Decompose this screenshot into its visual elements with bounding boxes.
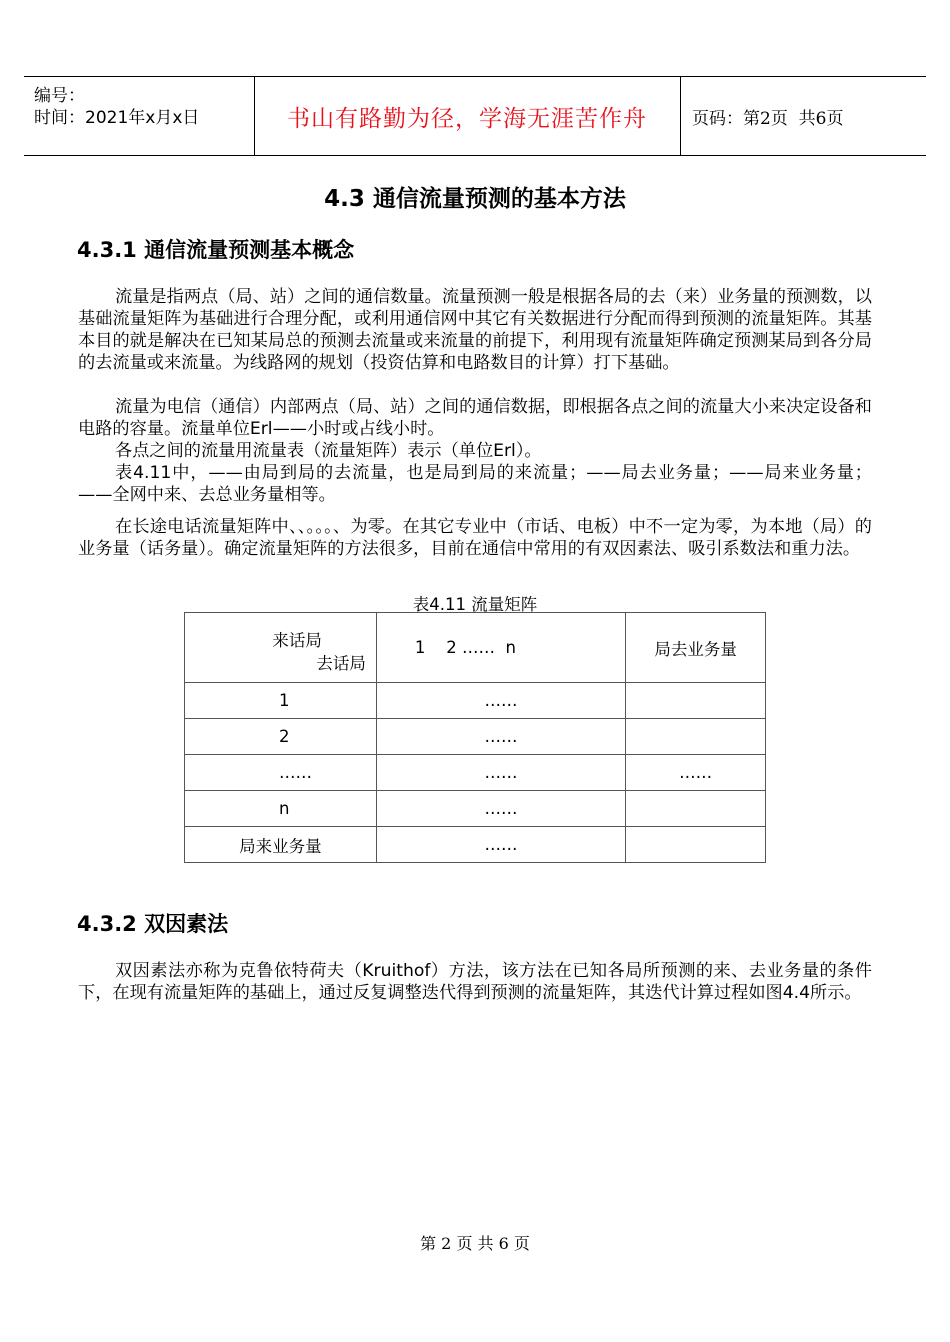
row-total-cell (626, 827, 766, 863)
row-label-cell: 局来业务量 (185, 827, 377, 863)
row-values-cell: …… (376, 791, 625, 827)
header-corner-cell (185, 613, 377, 683)
traffic-matrix-table (184, 612, 766, 863)
row-label-cell: …… (185, 755, 377, 791)
section-heading-4-3-2: 4.3.2 双因素法 (77, 912, 229, 936)
table-row (185, 791, 766, 827)
header-outgoing-total-cell: 局去业务量 (626, 613, 766, 683)
outgoing-office-label: 去话局 (316, 654, 366, 673)
paragraph: 表4.11中，——由局到局的去流量，也是局到局的来流量；——局去业务量；——局来业务量；——全网中来、去总业务量相等。 (78, 463, 872, 505)
row-total-cell (626, 719, 766, 755)
row-label-cell: 1 (185, 683, 377, 719)
page-title: 4.3 通信流量预测的基本方法 (324, 186, 626, 212)
table-row (185, 755, 766, 791)
table-row (185, 827, 766, 863)
table-header-row (185, 613, 766, 683)
header-page-info: 页码：第2页 共6页 (692, 108, 844, 129)
row-label-cell: 2 (185, 719, 377, 755)
row-total-cell (626, 683, 766, 719)
row-values-cell: …… (376, 683, 625, 719)
row-total-cell: …… (626, 755, 766, 791)
header-motto: 书山有路勤为径，学海无涯苦作舟 (287, 105, 647, 132)
header-motto-cell (254, 77, 681, 155)
document-time-label: 时间：2021年x月x日 (34, 108, 200, 128)
header-meta-cell (24, 77, 255, 155)
row-label-cell: n (185, 791, 377, 827)
row-values-cell: …… (376, 827, 625, 863)
header-columns-cell: 1 2 …… n (376, 613, 625, 683)
section-heading-4-3-1: 4.3.1 通信流量预测基本概念 (77, 238, 355, 262)
row-values-cell: …… (376, 719, 625, 755)
paragraph: 在长途电话流量矩阵中、、。。。、为零。在其它专业中（市话、电板）中不一定为零，为本地（局）的业务量（话务量）。确定流量矩阵的方法很多，目前在通信中常用的有双因素法、吸引系数法和重力法。 (78, 517, 872, 559)
paragraph: 各点之间的流量用流量表（流量矩阵）表示（单位Erl）。 (115, 441, 542, 461)
page-footer: 第 2 页 共 6 页 (420, 1234, 530, 1253)
table-caption: 表4.11 流量矩阵 (412, 595, 538, 614)
paragraph: 流量是指两点（局、站）之间的通信数量。流量预测一般是根据各局的去（来）业务量的预测数，以基础流量矩阵为基础进行合理分配，或利用通信网中其它有关数据进行分配而得到预测的流量矩阵。其基本目的就是解决在已知某局总的预测去流量或来流量的前提下，利用现有流量矩阵确定预测某局到各分局的去流量或来流量。为线路网的规划（投资估算和电路数目的计算）打下基础。 (78, 287, 872, 373)
paragraph: 流量为电信（通信）内部两点（局、站）之间的通信数据，即根据各点之间的流量大小来决定设备和电路的容量。流量单位Erl——小时或占线小时。 (78, 397, 872, 439)
table-row (185, 719, 766, 755)
document-number-label: 编号： (34, 86, 85, 106)
table-row (185, 683, 766, 719)
row-total-cell (626, 791, 766, 827)
page-header (24, 76, 926, 156)
incoming-office-label: 来话局 (272, 631, 322, 650)
paragraph: 双因素法亦称为克鲁依特荷夫（Kruithof）方法，该方法在已知各局所预测的来、去业务量的条件下，在现有流量矩阵的基础上，通过反复调整迭代得到预测的流量矩阵，其迭代计算过程如图4.4所示。 (78, 961, 872, 1003)
row-values-cell: …… (376, 755, 625, 791)
